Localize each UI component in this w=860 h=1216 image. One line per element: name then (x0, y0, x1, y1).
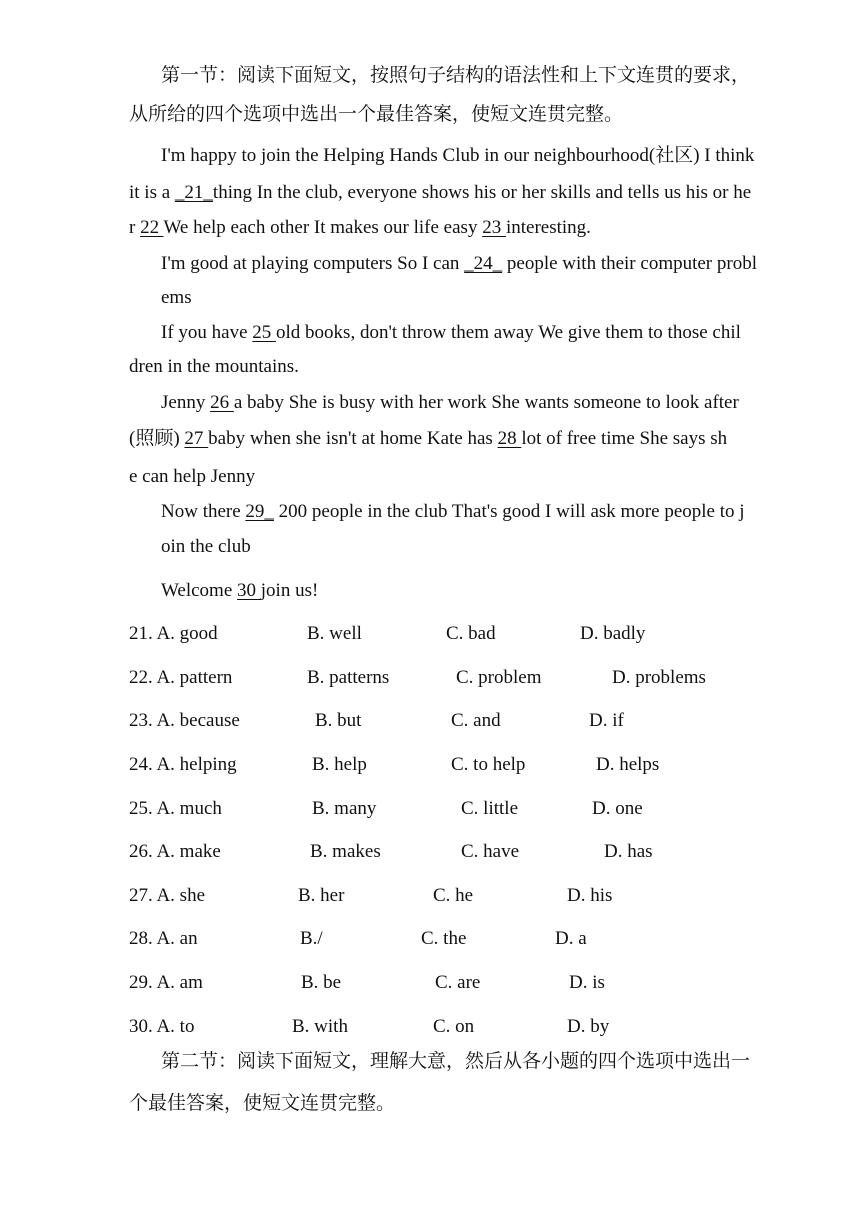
blank-29: 29_ (245, 501, 274, 522)
option-cell (129, 753, 237, 777)
passage-line (161, 500, 745, 524)
question-option: C. are (435, 972, 481, 993)
question-option: C. he (433, 885, 474, 906)
option-cell (300, 927, 323, 951)
question-option: B. but (315, 710, 362, 731)
question-option: B. with (292, 1016, 348, 1037)
question-option: A. am (156, 972, 203, 993)
question-option: D. is (569, 972, 605, 993)
option-cell (567, 1015, 609, 1039)
question-row (0, 884, 860, 908)
passage-text: We help each other It makes our life easy (163, 217, 483, 238)
option-cell (307, 622, 362, 646)
question-option: C. on (433, 1016, 475, 1037)
option-cell (461, 797, 518, 821)
passage-text: If you have (161, 322, 253, 343)
passage-line (161, 579, 318, 603)
passage-text: old books, don't throw them away We give them to those chil (276, 322, 741, 343)
section1-instruction-line1: 第一节：阅读下面短文，按照句子结构的语法性和上下文连贯的要求， (161, 65, 751, 86)
question-number: 29. (129, 972, 153, 993)
option-cell (129, 1015, 194, 1039)
option-cell (129, 622, 218, 646)
question-option: C. and (451, 710, 501, 731)
passage-text: (照顾) (129, 428, 185, 449)
passage-text: r (129, 217, 141, 238)
passage-line: e can help Jenny (129, 466, 256, 487)
option-cell (596, 753, 659, 777)
option-cell (589, 709, 624, 733)
question-row (0, 927, 860, 951)
option-cell (312, 753, 367, 777)
question-number: 30. (129, 1016, 153, 1037)
blank-27: 27 (184, 428, 209, 449)
question-number: 22. (129, 667, 153, 688)
section2-instruction-line1: 第二节：阅读下面短文，理解大意，然后从各小题的四个选项中选出一 (161, 1051, 751, 1072)
passage-text: thing In the club, everyone shows his or her skills and tells us his or he (212, 182, 752, 203)
passage-text: it is a (129, 182, 175, 203)
question-number: 24. (129, 754, 153, 775)
question-option: D. a (555, 928, 587, 949)
option-cell (129, 840, 221, 864)
option-cell (555, 927, 587, 951)
question-row (0, 1015, 860, 1039)
passage-text: join us! (260, 580, 319, 601)
question-row (0, 622, 860, 646)
option-cell (580, 622, 645, 646)
option-cell (129, 797, 222, 821)
option-cell (307, 666, 389, 690)
passage-line (161, 391, 739, 415)
passage-line (129, 427, 727, 451)
blank-23: 23 (482, 217, 506, 238)
passage-line: oin the club (161, 536, 251, 557)
option-cell (569, 971, 605, 995)
blank-30: 30 (237, 580, 261, 601)
question-option: A. much (156, 798, 222, 819)
question-number: 23. (129, 710, 153, 731)
question-option: D. by (567, 1016, 610, 1037)
question-option: D. problems (612, 667, 706, 688)
question-option: D. helps (596, 754, 660, 775)
question-number: 21. (129, 623, 153, 644)
question-option: B. her (298, 885, 345, 906)
question-number: 28. (129, 928, 153, 949)
option-cell (421, 927, 466, 951)
passage-text: Jenny (161, 392, 211, 413)
blank-25: 25 (252, 322, 277, 343)
question-option: D. one (592, 798, 643, 819)
option-cell (433, 1015, 474, 1039)
question-row (0, 666, 860, 690)
section1-instruction-line2: 从所给的四个选项中选出一个最佳答案，使短文连贯完整。 (129, 104, 624, 125)
option-cell (592, 797, 643, 821)
passage-line (161, 252, 757, 276)
question-option: B. well (307, 623, 362, 644)
question-option: A. make (156, 841, 221, 862)
question-option: A. pattern (156, 667, 233, 688)
blank-26: 26 (210, 392, 234, 413)
option-cell (567, 884, 612, 908)
question-option: D. has (604, 841, 653, 862)
option-cell (315, 709, 361, 733)
question-number: 25. (129, 798, 153, 819)
question-option: B. be (301, 972, 342, 993)
question-option: D. if (589, 710, 624, 731)
passage-line (129, 181, 751, 205)
question-row (0, 840, 860, 864)
question-option: A. she (156, 885, 206, 906)
passage-text: I'm good at playing computers So I can (161, 253, 465, 274)
option-cell (433, 884, 473, 908)
question-option: B. many (312, 798, 377, 819)
question-option: A. helping (156, 754, 237, 775)
question-row (0, 753, 860, 777)
passage-text: a baby She is busy with her work She wants someone to look after (233, 392, 739, 413)
option-cell (451, 709, 501, 733)
option-cell (310, 840, 381, 864)
question-option: D. badly (580, 623, 646, 644)
blank-21: _21_ (174, 182, 213, 203)
question-option: C. problem (456, 667, 542, 688)
question-option: A. because (156, 710, 240, 731)
passage-line: ems (161, 287, 192, 308)
option-cell (292, 1015, 348, 1039)
option-cell (298, 884, 344, 908)
option-cell (461, 840, 519, 864)
option-cell (129, 971, 203, 995)
question-option: C. bad (446, 623, 496, 644)
option-cell (129, 927, 198, 951)
option-cell (612, 666, 706, 690)
blank-28: 28 (497, 428, 522, 449)
option-cell (435, 971, 480, 995)
option-cell (301, 971, 341, 995)
question-number: 27. (129, 885, 153, 906)
question-option: C. to help (451, 754, 526, 775)
passage-text: 200 people in the club That's good I will ask more people to j (273, 501, 745, 522)
question-row (0, 971, 860, 995)
option-cell (446, 622, 496, 646)
option-cell (129, 666, 232, 690)
option-cell (451, 753, 525, 777)
passage-text: Welcome (161, 580, 238, 601)
question-option: B. help (312, 754, 367, 775)
question-option: D. his (567, 885, 613, 906)
question-number: 26. (129, 841, 153, 862)
question-option: C. have (461, 841, 520, 862)
option-cell (604, 840, 653, 864)
question-option: B./ (300, 928, 323, 949)
question-option: A. an (156, 928, 198, 949)
question-row (0, 797, 860, 821)
section2-instruction-line2: 个最佳答案，使短文连贯完整。 (129, 1093, 396, 1114)
question-row (0, 709, 860, 733)
passage-text: Now there (161, 501, 246, 522)
blank-22: 22 (140, 217, 164, 238)
question-option: C. the (421, 928, 467, 949)
option-cell (312, 797, 376, 821)
passage-text: baby when she isn't at home Kate has (208, 428, 498, 449)
blank-24: _24_ (464, 253, 503, 274)
passage-text: lot of free time She says sh (521, 428, 728, 449)
question-option: A. to (156, 1016, 195, 1037)
passage-text: people with their computer probl (502, 253, 757, 274)
passage-line (161, 321, 741, 345)
passage-line: I'm happy to join the Helping Hands Club in our neighbourhood(社区) I think (161, 145, 755, 166)
option-cell (129, 884, 205, 908)
option-cell (129, 709, 240, 733)
passage-text: interesting. (505, 217, 591, 238)
question-option: C. little (461, 798, 518, 819)
question-option: B. patterns (307, 667, 390, 688)
question-option: B. makes (310, 841, 381, 862)
option-cell (456, 666, 542, 690)
passage-line (129, 216, 591, 240)
passage-line: dren in the mountains. (129, 356, 299, 377)
question-option: A. good (156, 623, 218, 644)
